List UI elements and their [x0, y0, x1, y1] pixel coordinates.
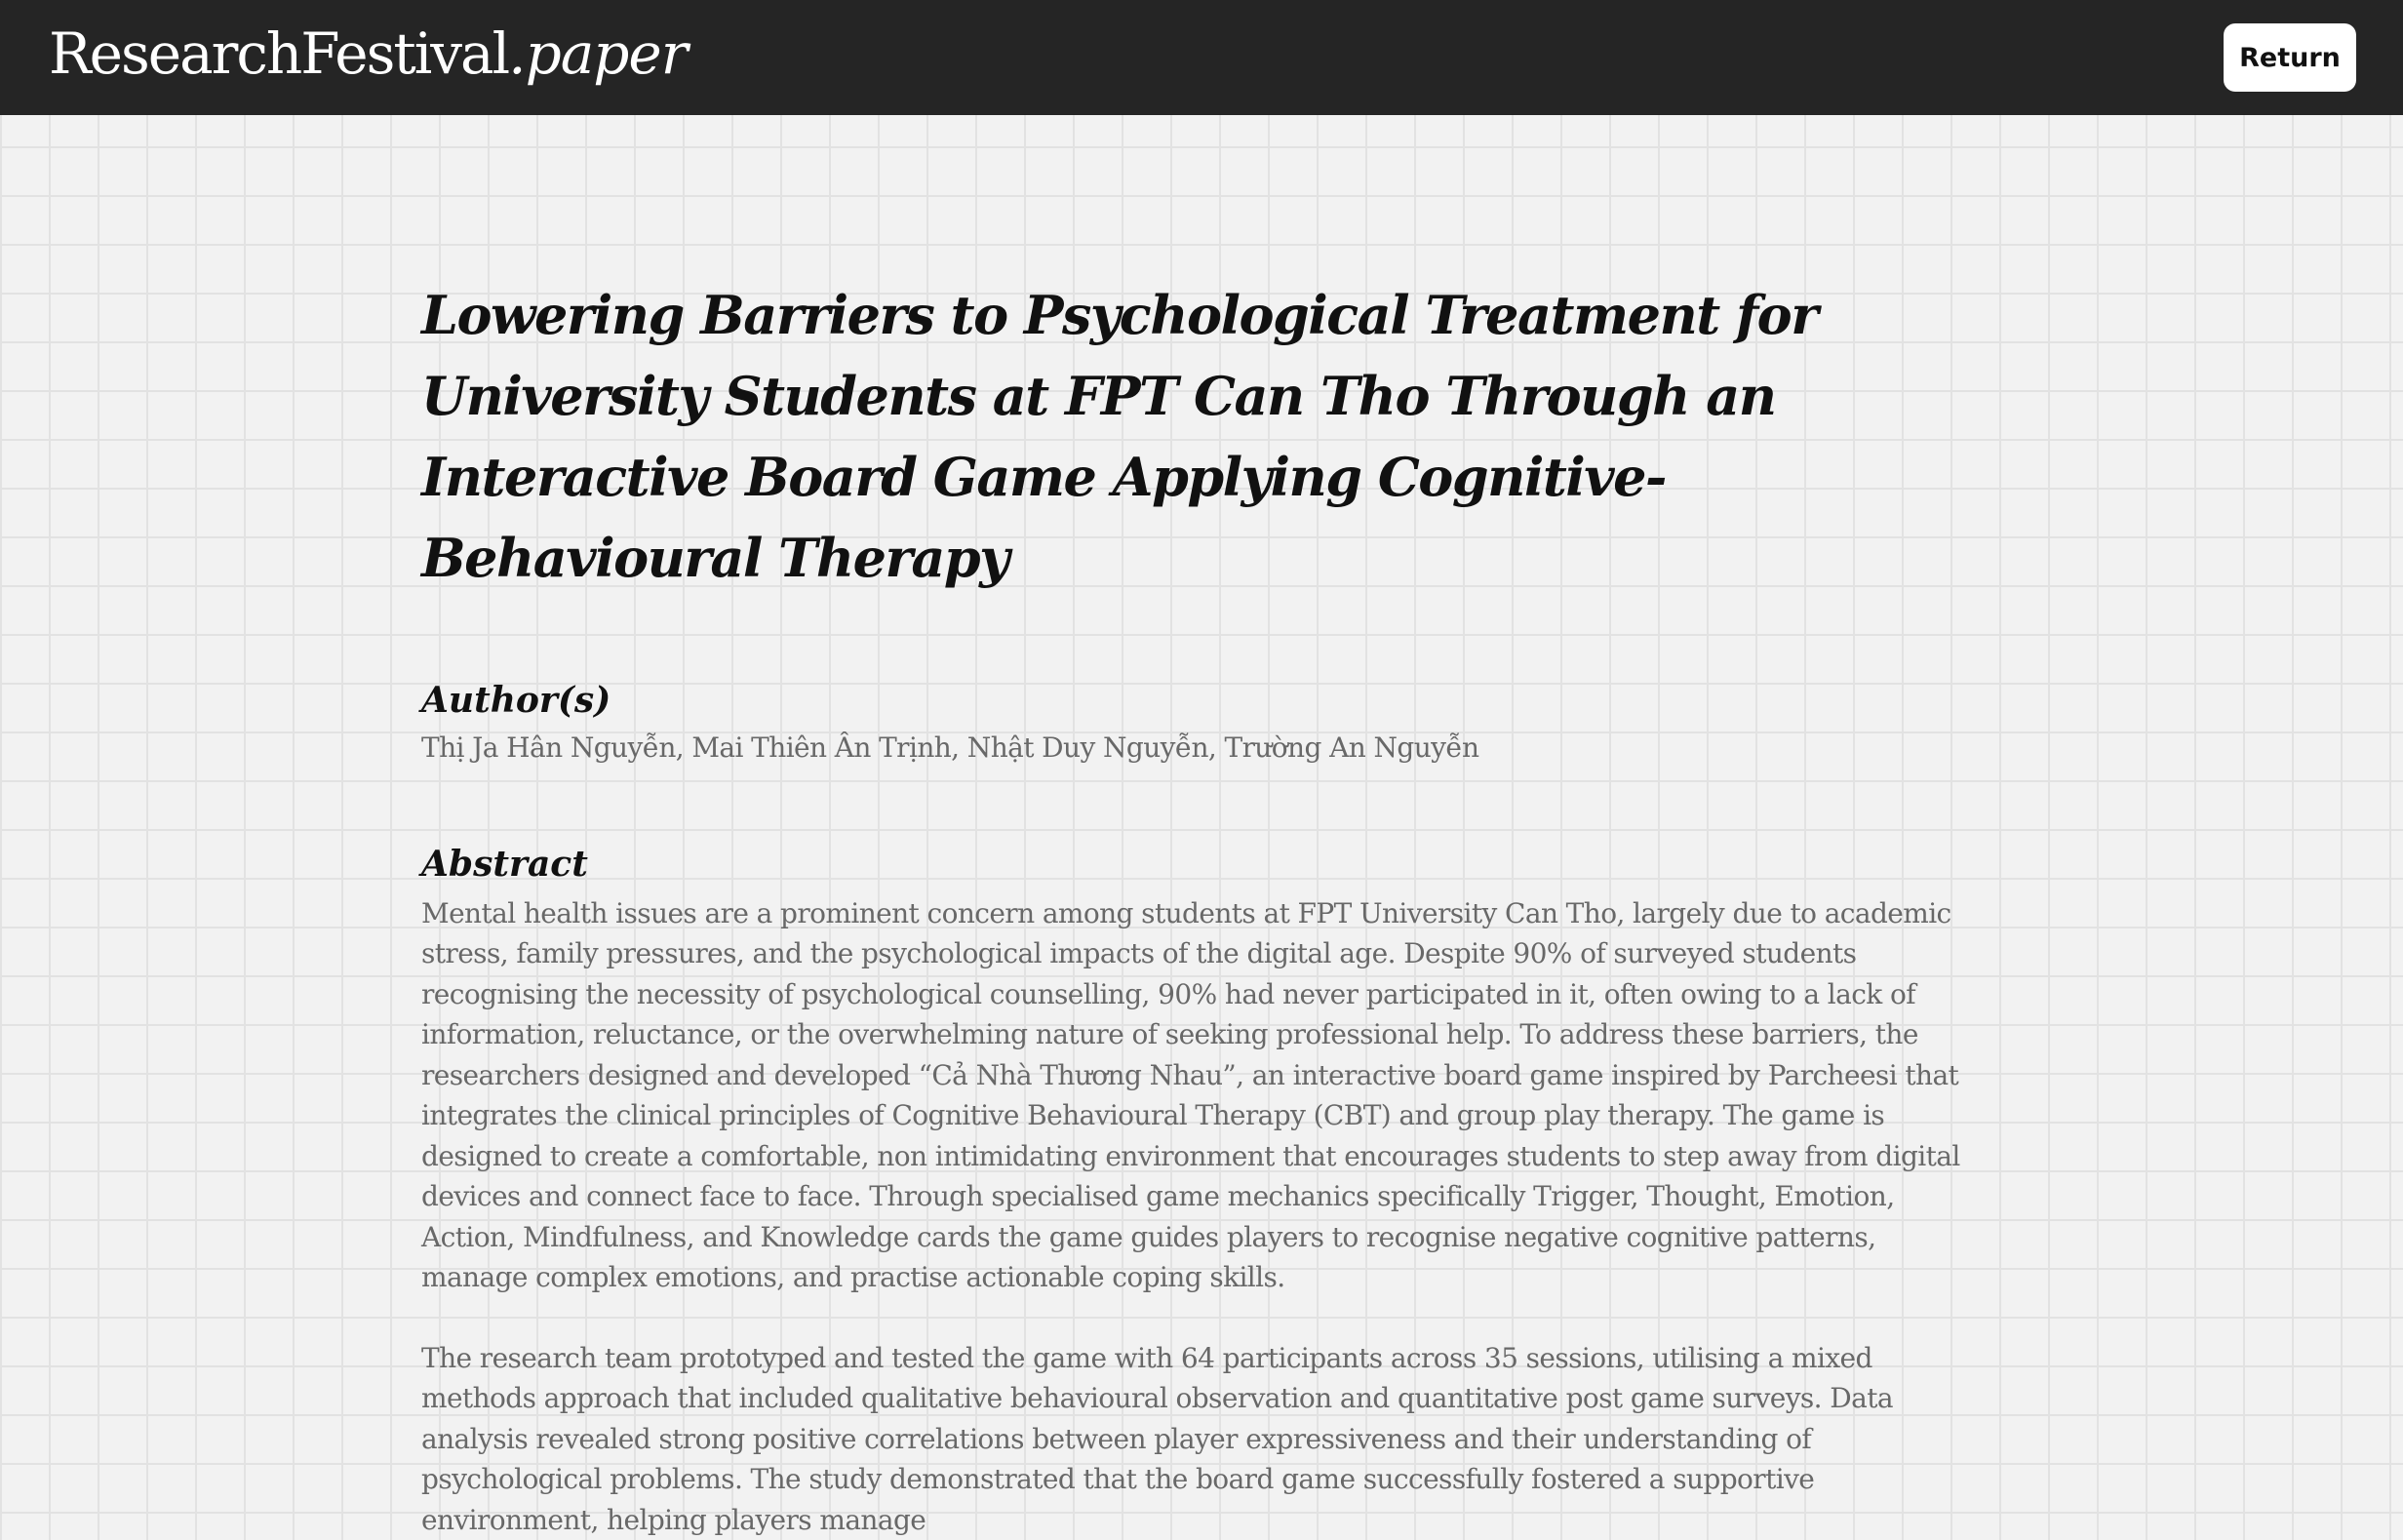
return-button[interactable]: Return — [2224, 23, 2356, 92]
abstract-paragraph: Mental health issues are a prominent concern among students at FPT University Can Tho, largely due to academic stress, family pressures, and the psychological impacts of the digital age. Despite 90% of surveyed students recognising the necessity of psychological counselling, 90% had never participated in it, often owing to a lack of information, reluctance, or the overwhelming nature of seeking professional help. To address these barriers, the researchers designed and developed “Cả Nhà Thương Nhau”, an interactive board game inspired by Parcheesi that integrates the clinical principles of Cognitive Behavioural Therapy (CBT) and group play therapy. The game is designed to create a comfortable, non intimidating environment that encourages students to step away from digital devices and connect face to face. Through specialised game mechanics specifically Trigger, Thought, Emotion, Action, Mindfulness, and Knowledge cards the game guides players to recognise negative cognitive patterns, manage complex emotions, and practise actionable coping skills. — [421, 893, 1982, 1298]
paper-content — [421, 275, 1982, 1540]
brand-suffix: .paper — [508, 20, 687, 87]
brand-name: ResearchFestival — [49, 20, 508, 87]
site-logo[interactable] — [49, 25, 687, 82]
abstract-paragraph: The research team prototyped and tested the game with 64 participants across 35 sessions, utilising a mixed methods approach that included qualitative behavioural observation and quantitative post game surveys. Data analysis revealed strong positive correlations between player expressiveness and their understanding of psychological problems. The study demonstrated that the board game successfully fostered a supportive environment, helping players manage — [421, 1338, 1982, 1540]
authors-list: Thị Ja Hân Nguyễn, Mai Thiên Ân Trịnh, Nhật Duy Nguyễn, Trường An Nguyễn — [421, 728, 1982, 769]
authors-heading: Author(s) — [421, 677, 1982, 724]
top-bar — [0, 0, 2403, 115]
paper-title: Lowering Barriers to Psychological Treatment for University Students at FPT Can Tho Through an Interactive Board Game Applying Cognitive-Behavioural Therapy — [421, 275, 1982, 599]
abstract-heading: Abstract — [421, 841, 1982, 888]
